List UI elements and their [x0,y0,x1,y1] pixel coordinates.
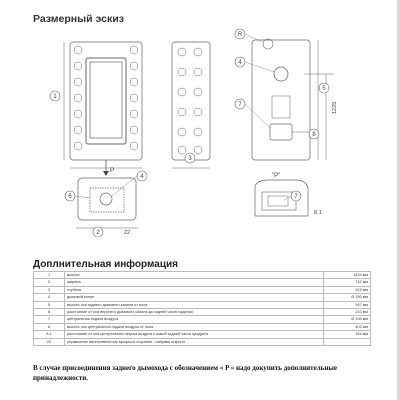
spec-num: 1 [34,272,65,279]
stove-front-door [86,58,126,144]
rear-air-intake [270,124,292,140]
spec-row [34,279,371,286]
callout-7: 7 [238,102,242,109]
view-p-label: "P" [272,173,281,179]
spec-label: глубина [65,286,324,293]
specs-table [33,271,371,346]
stove-side-tiles [178,48,202,154]
spec-value: 515 мм [324,286,371,293]
spec-num: 7 [34,316,65,323]
callout-3: 3 [188,156,192,163]
callout-2: 2 [96,230,100,237]
spec-row [34,331,371,338]
callout-r: R [237,32,243,39]
stove-side-body [172,42,210,163]
spec-row [34,286,371,293]
spec-row [34,301,371,308]
spec-value [324,338,371,345]
page-title: Размерный эскиз [33,13,124,25]
spec-num: 8.1 [34,331,65,338]
spec-value: 1404 мм [324,272,371,279]
spec-row [34,309,371,316]
spec-row [34,272,371,279]
arrow-p-label: P [110,167,115,174]
spec-value: 957 мм [324,301,371,308]
spec-row [34,338,371,345]
bottom-air-intake [268,196,288,206]
stove-top-view [78,178,136,220]
spec-label: ширина [65,279,324,286]
flue-note: В случае присоединения заднего дымохода с обозначением « P » надо докупить дополнительные принадлежности. [33,364,337,382]
info-title: Доплнительная информация [33,259,178,270]
callout-8: 8 [312,132,316,139]
callout-1: 1 [53,94,57,101]
spec-num: 3 [34,286,65,293]
spec-label: высота оси заднего дымового канала от пола [65,301,324,308]
spec-row [34,294,371,301]
rear-flue-top [263,39,273,49]
spec-value: 742 мм [324,279,371,286]
spec-num: 6 [34,309,65,316]
spec-value: 210 мм [324,309,371,316]
spec-row [34,323,371,330]
spec-row [34,316,371,323]
spec-num: 2 [34,279,65,286]
spec-num: 5 [34,301,65,308]
spec-label: расстояние от оси верхнего дымового канала до задней части изделия [65,309,324,316]
callout-6: 6 [68,194,72,201]
dimension-1225: 1225 [332,101,338,114]
spec-num: 4 [34,294,65,301]
callout-7b: 7 [294,194,298,201]
spec-label: высота [65,272,324,279]
spec-label: центральная подача воздуха [65,316,324,323]
rear-flue [274,67,288,81]
spec-label: дымовой канал [65,294,324,301]
spec-num: 8 [34,323,65,330]
spec-label: расстояние от оси центрального впуска воздуха к самой задней части продукта [65,331,324,338]
spec-value: Ø 100 мм [324,316,371,323]
spec-num: 22 [34,338,65,345]
top-flue [100,193,112,205]
spec-value: 402 мм [324,323,371,330]
callout-5: 5 [322,86,326,93]
callout-22: 22 [124,230,131,236]
callout-4b: 4 [140,174,144,181]
callout-4: 4 [238,60,242,67]
spec-label: управление интенсивностью процесса сгорания - направо открыто [65,338,324,345]
spec-value: 164 мм [324,331,371,338]
spec-label: высота оси центральной подачи воздуха от пола [65,323,324,330]
spec-value: Ø 150 мм [324,294,371,301]
stove-front-tiles [74,46,138,150]
callout-8-1: 8.1 [314,210,322,216]
stove-rear-body [252,40,310,160]
